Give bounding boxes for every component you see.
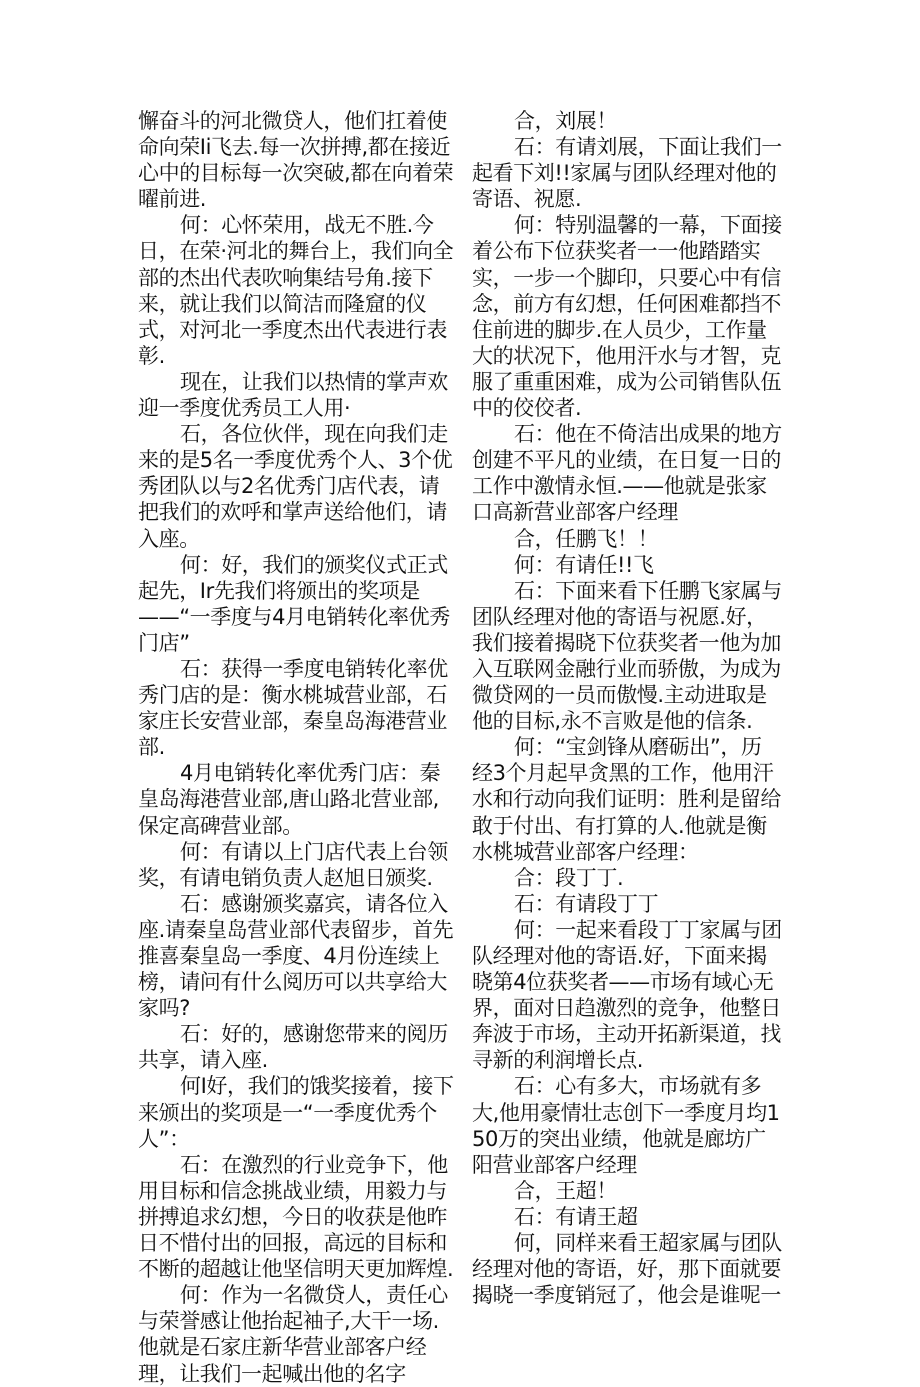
paragraph: 石：心有多大，市场就有多大,他用豪情壮志创下一季度月均150万的突出业绩，他就是廊坊广阳营业部客户经理 bbox=[472, 1074, 780, 1177]
paragraph: 何：一起来看段丁丁家属与团队经理对他的寄语.好，下面来揭晓第4位获奖者——市场有域心无界，面对日趋激烈的竞争，他整日奔波于市场，主动开拓新渠道，找寻新的利润增长点. bbox=[472, 917, 782, 1073]
paragraph: 懈奋斗的河北微贷人，他们扛着使命向荣Ii飞去.每一次拼搏,都在接近心中的目标每一次突破,都在向着荣曜前进. bbox=[138, 109, 454, 212]
paragraph: 石：获得一季度电销转化率优秀门店的是：衡水桃城营业部，石家庄长安营业部，秦皇岛海港营业部. bbox=[138, 656, 448, 760]
paragraph: 石：有请段丁丁 bbox=[514, 891, 659, 916]
paragraph: 何：心怀荣用，战无不胜.今日，在荣·河北的舞台上，我们向全部的杰出代表吹响集结号角.接下来，就让我们以简洁而隆窟的仪式，对河北一季度杰出代表进行表彰. bbox=[138, 213, 454, 368]
paragraph: 石，各位伙伴，现在向我们走来的是5名一季度优秀个人、3个优秀团队以与2名优秀门店代表，请把我们的欢呼和掌声送给他们，请入座。 bbox=[138, 422, 453, 551]
paragraph: 合，任鹏飞！！ bbox=[514, 526, 659, 551]
paragraph: 何I好，我们的饿奖接着，接下来颁出的奖项是一“一季度优秀个人”： bbox=[138, 1074, 454, 1151]
paragraph: 何：作为一名微贷人，责任心与荣誉感让他抬起袖子,大干一场.他就是石家庄新华营业部客户经理，让我们一起喊出他的名字 bbox=[138, 1283, 448, 1386]
left-text-column bbox=[138, 108, 456, 1387]
paragraph: 石：感谢颁奖嘉宾，请各位入座.请秦皇岛营业部代表留步，首先推喜秦皇岛一季度、4月份连续上榜，请问有什么阅历可以共享给大家吗? bbox=[138, 891, 454, 1021]
paragraph: 现在，让我们以热情的掌声欢迎一季度优秀员工人用· bbox=[138, 369, 448, 421]
paragraph: 何：有请任!!飞 bbox=[514, 552, 654, 577]
paragraph: 何：好，我们的颁奖仪式正式起先，Ir先我们将颁出的奖项是——“一季度与4月电销转化率优秀门店” bbox=[138, 552, 450, 655]
paragraph: 石：他在不倚洁出成果的地方创建不平凡的业绩，在日复一日的工作中激情永恒.——他就是张家口高新营业部客户经理 bbox=[472, 422, 782, 525]
paragraph: 合：段丁丁. bbox=[514, 865, 624, 890]
paragraph: 合，刘展！ bbox=[514, 109, 617, 133]
paragraph: 石：有请王超 bbox=[514, 1204, 638, 1229]
right-text-column bbox=[472, 108, 782, 1308]
paragraph: 何：“宝剑锋从磨砺出”，历经3个月起早贪黑的工作，他用汗水和行动向我们证明：胜利是留给敢于付出、有打算的人.他就是衡水桃城营业部客户经理： bbox=[472, 735, 781, 864]
paragraph: 石：有请刘展，下面让我们一起看下刘!!家属与团队经理对他的寄语、祝愿. bbox=[472, 135, 782, 212]
paragraph: 石：在激烈的行业竞争下，他用目标和信念挑战业绩，用毅力与拼搏追求幻想，今日的收获是他昨日不惜付出的回报，高远的目标和不断的超越让他坚信明天更加辉煌. bbox=[138, 1152, 454, 1282]
paragraph: 合，王超！ bbox=[514, 1178, 617, 1203]
paragraph: 石：下面来看下任鹏飞家属与团队经理对他的寄语与祝愿.好，我们接着揭晓下位获奖者一他为加入互联网金融行业而骄傲，为成为微贷网的一员而傲慢.主动进取是他的目标,永不言败是他的信条. bbox=[472, 578, 782, 734]
paragraph: 何：有请以上门店代表上台领奖，有请电销负责人赵旭日颁奖. bbox=[138, 839, 448, 890]
paragraph: 何：特别温馨的一幕，下面接着公布下位获奖者一一他踏踏实实，一步一个脚印，只要心中有信念，前方有幻想，任何困难都挡不住前进的脚步.在人员少，工作量大的状况下，他用汗水与才智，克服了重重困难，成为公司销售队伍中的佼佼者. bbox=[472, 213, 782, 421]
paragraph: 石：好的，感谢您带来的阅历共享，请入座. bbox=[138, 1022, 448, 1073]
paragraph: 何，同样来看王超家属与团队经理对他的寄语，好，那下面就要揭晓一季度销冠了，他会是谁呢一 bbox=[472, 1231, 782, 1308]
paragraph: 4月电销转化率优秀门店：秦皇岛海港营业部,唐山路北营业部,保定高碑营业部。 bbox=[138, 761, 441, 838]
